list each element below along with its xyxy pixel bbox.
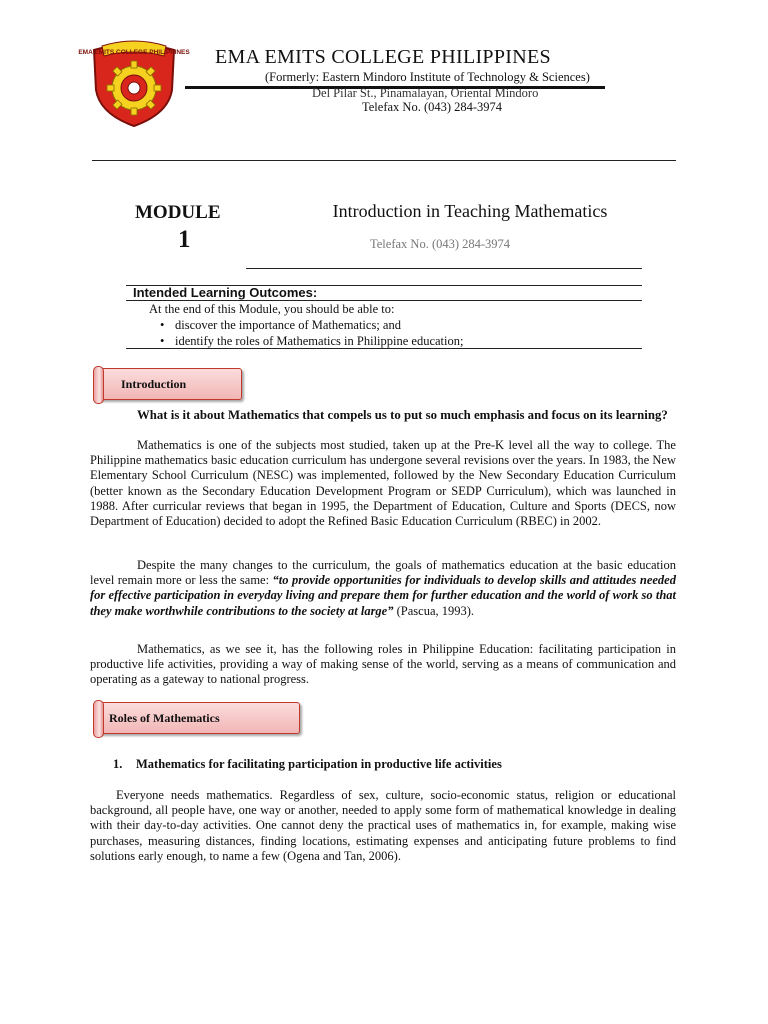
paragraph-roles-summary: Mathematics, as we see it, has the following roles in Philippine Education: facilitating participation in productive life activities, providing a way of making sense of the world, serving as a means of communication and operating as a gateway to national progress. [90,642,676,687]
former-name: (Formerly: Eastern Mindoro Institute of Technology & Sciences) [265,70,590,84]
title-rule [246,268,642,269]
ghost-telefax-text: Telefax No. (043) 284-3974 [370,237,511,251]
numbered-heading [113,757,502,772]
college-seal-logo [78,40,190,128]
ilo-item-text: identify the roles of Mathematics in Philippine education; [175,334,464,348]
paragraph-goals [90,558,676,619]
guiding-question: What is it about Mathematics that compels us to put so much emphasis and focus on its learning? [137,408,668,422]
paragraph-everyone-needs-math: Everyone needs mathematics. Regardless of sex, culture, socio-economic status, religion or educational background, all people have, one way or another, needed to apply some form of mathematical knowledge in dealing with their day-to-day activities. One cannot deny the practical uses of mathematics in, for example, making wise purchases, measuring distances, finding locations, estimating expenses and anticipating future problems to find solutions early enough, to name a few (Ogena and Tan, 2006). [90,788,676,863]
ilo-bottom-rule [126,348,642,349]
introduction-banner [98,368,242,400]
ilo-list-item [160,334,463,349]
ilo-item-text: discover the importance of Mathematics; and [175,318,401,332]
heading-number: 1. [113,757,123,771]
module-number: 1 [178,226,191,253]
ilo-heading: Intended Learning Outcomes: [133,285,318,300]
heading-text: Mathematics for facilitating participation in productive life activities [136,757,502,771]
college-address: Del Pilar St., Pinamalayan, Oriental Mindoro [312,86,539,100]
introduction-banner-label: Introduction [121,377,187,391]
ilo-intro: At the end of this Module, you should be able to: [149,302,395,316]
scroll-icon [93,366,104,404]
roles-banner-label: Roles of Mathematics [109,711,220,725]
roles-banner [98,702,300,734]
goals-quote: “to provide opportunities for individuals to develop skills and attitudes needed for effective participation in everyday living and prepare them for further education and the world of work so that they make worthwhile contributions to the society at large” [90,573,676,618]
scroll-icon [93,700,104,738]
module-title: Introduction in Teaching Mathematics [332,201,608,221]
college-telefax: Telefax No. (043) 284-3974 [362,100,503,114]
module-label: MODULE [135,202,221,223]
bullet-icon: • [160,318,165,332]
logo-lettering: EMA EMITS COLLEGE PHILIPPINES [78,49,190,56]
header-rule [92,160,676,161]
ilo-mid-rule [126,300,642,301]
ilo-list-item [160,318,401,333]
goals-citation: (Pascua, 1993). [393,603,475,618]
college-name: EMA EMITS COLLEGE PHILIPPINES [215,46,551,68]
paragraph-curriculum-history: Mathematics is one of the subjects most studied, taken up at the Pre-K level all the way to college. The Philippine mathematics basic education curriculum has undergone several revisions over the years. In 1983, the New Elementary School Curriculum (NESC) was implemented, followed by the New Secondary Education Curriculum (better known as the Secondary Education Development Program or SEDP Curriculum), which was launched in 1988. After curricular reviews that began in 1995, the Department of Education, Culture and Sports (DECS, now Department of Education) decided to adopt the Refined Basic Education Curriculum (RBEC) in 2002. [90,438,676,529]
goals-lead-text: Despite the many changes to the curriculum, the goals of mathematics education at the basic education level remain more or less the same: [90,558,676,588]
bullet-icon: • [160,334,165,348]
